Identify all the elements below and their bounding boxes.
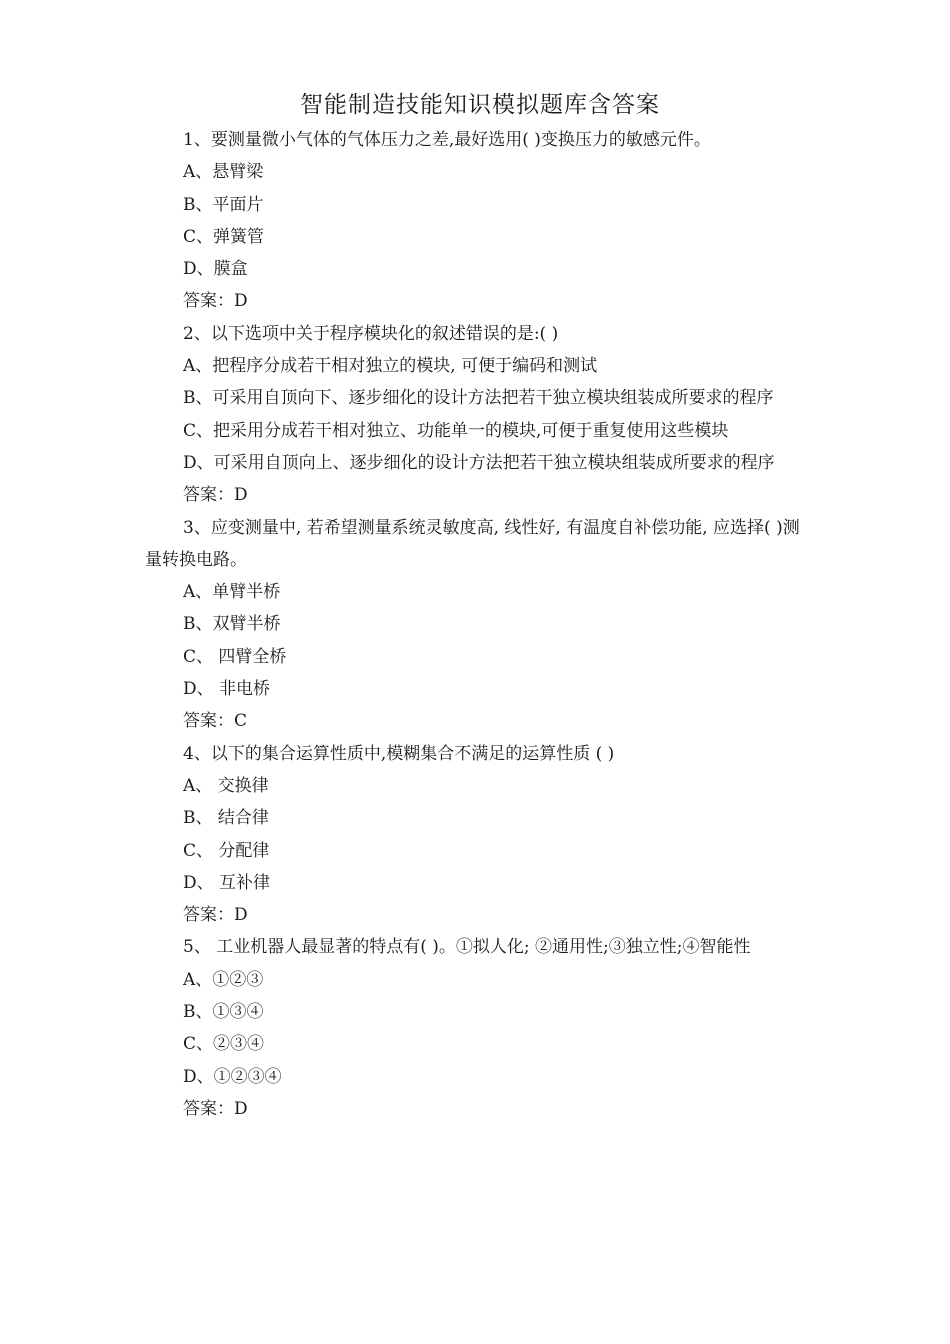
answer: 答案：C xyxy=(183,711,248,732)
answer: 答案：D xyxy=(183,905,248,926)
option-d: D、膜盒 xyxy=(183,259,248,280)
option-b: B、 结合律 xyxy=(183,808,269,829)
option-c: C、②③④ xyxy=(183,1034,265,1055)
answer: 答案：D xyxy=(183,485,248,506)
option-b: B、双臂半桥 xyxy=(183,614,281,635)
page-title: 智能制造技能知识模拟题库含答案 xyxy=(300,92,660,118)
question-2 xyxy=(145,318,815,512)
option-d: D、可采用自顶向上、逐步细化的设计方法把若干独立模块组装成所要求的程序 xyxy=(183,452,775,473)
option-c: C、 四臂全桥 xyxy=(183,646,287,667)
option-b: B、可采用自顶向下、逐步细化的设计方法把若干独立模块组装成所要求的程序 xyxy=(183,388,774,409)
question-stem: 1、要测量微小气体的气体压力之差,最好选用( )变换压力的敏感元件。 xyxy=(183,130,711,150)
option-d: D、①②③④ xyxy=(183,1066,282,1087)
option-a: A、 交换律 xyxy=(183,775,269,796)
option-b: B、①③④ xyxy=(183,1002,264,1023)
answer: 答案：D xyxy=(183,1098,248,1119)
option-d: D、 互补律 xyxy=(183,872,271,893)
question-3 xyxy=(145,512,815,738)
question-stem: 3、应变测量中, 若希望测量系统灵敏度高, 线性好, 有温度自补偿功能, 应选择( )测量转换电路。 xyxy=(145,517,800,570)
option-b: B、平面片 xyxy=(183,194,264,215)
option-d: D、 非电桥 xyxy=(183,679,271,700)
question-4 xyxy=(145,738,815,932)
question-stem: 5、 工业机器人最显著的特点有( )。①拟人化; ②通用性;③独立性;④智能性 xyxy=(183,937,751,958)
option-c: C、 分配律 xyxy=(183,840,270,861)
question-1 xyxy=(145,124,815,318)
option-c: C、弹簧管 xyxy=(183,226,265,247)
option-c: C、把采用分成若干相对独立、功能单一的模块,可便于重复使用这些模块 xyxy=(183,420,729,441)
question-5 xyxy=(145,931,815,1125)
document-page xyxy=(145,88,815,1125)
question-stem: 4、以下的集合运算性质中,模糊集合不满足的运算性质 ( ) xyxy=(183,743,615,764)
option-a: A、悬臂梁 xyxy=(183,162,264,183)
option-a: A、①②③ xyxy=(183,969,264,990)
option-a: A、把程序分成若干相对独立的模块, 可便于编码和测试 xyxy=(183,356,598,377)
answer: 答案：D xyxy=(183,291,248,312)
option-a: A、单臂半桥 xyxy=(183,582,281,603)
question-stem: 2、以下选项中关于程序模块化的叙述错误的是:( ) xyxy=(183,323,559,344)
